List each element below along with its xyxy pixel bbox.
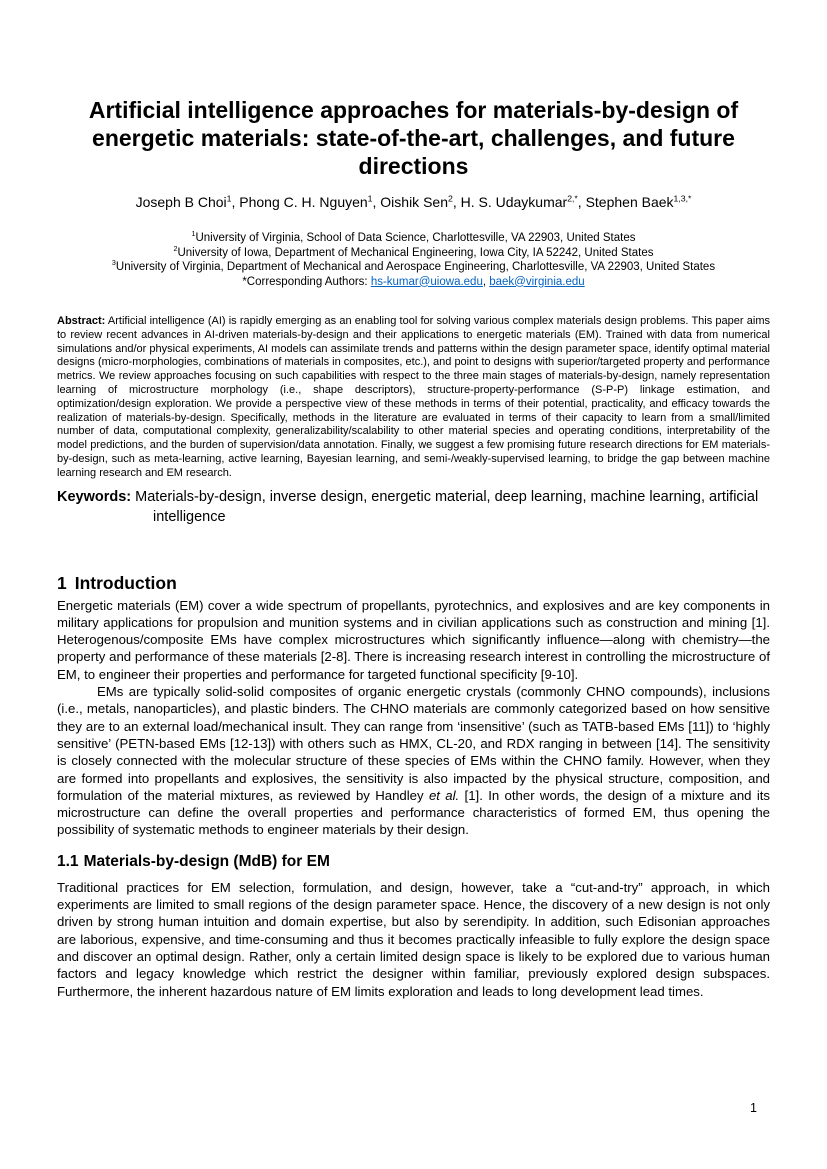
author-affiliation-superscript: 1,3,* <box>673 193 692 204</box>
section-heading-mdb <box>57 853 770 871</box>
subsection-number: 1.1 <box>57 852 79 870</box>
affiliation-superscript: 1 <box>191 230 196 239</box>
intro-paragraph-2-text-end: [1]. In other words, the design of a mixture and its microstructure can define the overall properties and performance characteristics of formed EM, thus opening the possibility of systematic methods to engineer materials by their design. <box>57 787 771 838</box>
keywords-paragraph <box>57 487 770 527</box>
author-affiliation-superscript: 2,* <box>567 193 578 204</box>
abstract-paragraph <box>57 315 770 481</box>
affiliation-superscript: 2 <box>173 244 178 253</box>
affiliation-line: $^1$University of Virginia, School of Data Science, Charlottesville, VA 22903, United States <box>191 230 636 244</box>
intro-paragraph-1: Energetic materials (EM) cover a wide spectrum of propellants, pyrotechnics, and explosives and are key components in military applications for propulsion and munition systems and in civilian applications such as construction and mining [1]. Heterogenous/composite EMs have complex microstructures which significantly influence—along with chemistry—the property and performance of these materials [2-8]. There is increasing research interest in controlling the microstructure of EM, to engineer their properties and performance for targeted functional specificity [9-10]. <box>57 597 770 682</box>
author-affiliation-superscript: 1 <box>367 193 373 204</box>
author-name: H. S. Udaykumar$^{2,*}$ <box>460 193 578 210</box>
section-number: 1 <box>57 572 67 593</box>
mdb-paragraph-1: Traditional practices for EM selection, formulation, and design, however, take a “cut-and-try” approach, in which experiments are limited to small regions of the design parameter space. Hence, the discovery of a new design is not only driven by strong human intuition and domain expertise, but also by serendipity. In addition, such Edisonian approaches are laborious, expensive, and time-consuming and thus it becomes practically infeasible to fully explore the design space and discover an optimal design. Rather, only a certain limited design space is likely to be explored due to various human factors and legacy knowledge which restrict the designer within familiar, previously explored design subspaces. Furthermore, the inherent hazardous nature of EM limits exploration and leads to long development lead times. <box>57 879 770 999</box>
email-link-hs-kumar[interactable]: hs-kumar@uiowa.edu <box>370 275 483 288</box>
keywords-label: Keywords: <box>57 488 132 505</box>
subsection-title: Materials-by-design (MdB) for EM <box>83 852 330 870</box>
keywords-text: Materials-by-design, inverse design, energetic material, deep learning, machine learning, artificial intelligence <box>131 488 759 525</box>
author-name: Stephen Baek$^{1,3,*}$ <box>585 193 692 210</box>
paper-title: Artificial intelligence approaches for materials-by-design of energetic materials: state-of-the-art, challenges, and future directions <box>88 97 739 179</box>
page-number: 1 <box>750 1101 757 1115</box>
author-name: Joseph B Choi$^1$ <box>135 193 232 210</box>
intro-paragraph-2 <box>57 683 770 839</box>
author-name: Phong C. H. Nguyen$^1$ <box>239 193 373 210</box>
et-al-italic: et al. <box>428 787 460 803</box>
affiliation-line: $^2$University of Iowa, Department of Mechanical Engineering, Iowa City, IA 52242, United States <box>173 244 654 259</box>
intro-paragraph-2-text: EMs are typically solid-solid composites of organic energetic crystals (commonly CHNO compounds), inclusions (i.e., metals, nanoparticles), and plastic binders. The CHNO materials are commonly categorized based on how sensitive they are to an external load/mechanical insult. They can range from ‘insensitive’ (such as TATB-based EMs [11]) to ‘highly sensitive’ (PETN-based EMs [12-13]) with others such as HMX, CL-20, and RDX ranging in between [14]. The sensitivity is closely connected with the molecular structure of these species of EMs within the CHNO family. However, when they are formed into propellants and explosives, the sensitivity is also impacted by the physical structure, composition, and formulation of the material mixtures, as reviewed by Handley <box>57 684 770 803</box>
email-separator: , <box>482 275 490 288</box>
affiliation-list <box>57 231 770 275</box>
email-link-baek[interactable]: baek@virginia.edu <box>489 275 585 288</box>
affiliations <box>57 231 770 289</box>
affiliation-superscript: 3 <box>111 259 116 268</box>
corresponding-label: *Corresponding Authors: <box>242 275 371 288</box>
author-name: Oishik Sen$^2$ <box>380 193 453 210</box>
author-affiliation-superscript: 1 <box>226 193 232 204</box>
section-title: Introduction <box>74 572 177 593</box>
section-heading-introduction <box>57 573 770 594</box>
corresponding-authors-line <box>57 275 770 290</box>
abstract-label: Abstract: <box>57 315 106 327</box>
affiliation-line: $^3$University of Virginia, Department of Mechanical and Aerospace Engineering, Charlottesville, VA 22903, United States <box>111 259 716 273</box>
author-affiliation-superscript: 2 <box>447 193 453 204</box>
abstract-text: Artificial intelligence (AI) is rapidly emerging as an enabling tool for solving various complex materials design problems. This paper aims to review recent advances in AI-driven materials-by-design and their applications to energetic materials (EM). Trained with data from numerical simulations and/or physical experiments, AI models can assimilate trends and patterns within the design parameter space, identify optimal material designs (micro-morphologies, combinations of materials in composites, etc.), and point to designs with superior/targeted property and performance metrics. We review approaches focusing on such capabilities with respect to the three main stages of materials-by-design, namely representation learning of microstructure morphology (i.e., shape descriptors), structure-property-performance (S-P-P) linkage estimation, and optimization/design exploration. We provide a perspective view of these methods in terms of their potential, practicality, and efficacy towards the realization of materials-by-design. Specifically, methods in the literature are evaluated in terms of their capacity to learn from a small/limited number of data, computational complexity, generalizability/scalability to other material species and operating conditions, interpretability of the model predictions, and the burden of supervision/data annotation. Finally, we suggest a few promising future research directions for EM materials-by-design, such as meta-learning, active learning, Bayesian learning, and semi-/weakly-supervised learning, to bridge the gap between machine learning research and EM research. <box>57 315 770 479</box>
author-line: Joseph B Choi$^1$, Phong C. H. Nguyen$^1$, Oishik Sen$^2$, H. S. Udaykumar$^{2,*}$, Stephen Baek$^{1,3,*}$ <box>135 193 692 210</box>
